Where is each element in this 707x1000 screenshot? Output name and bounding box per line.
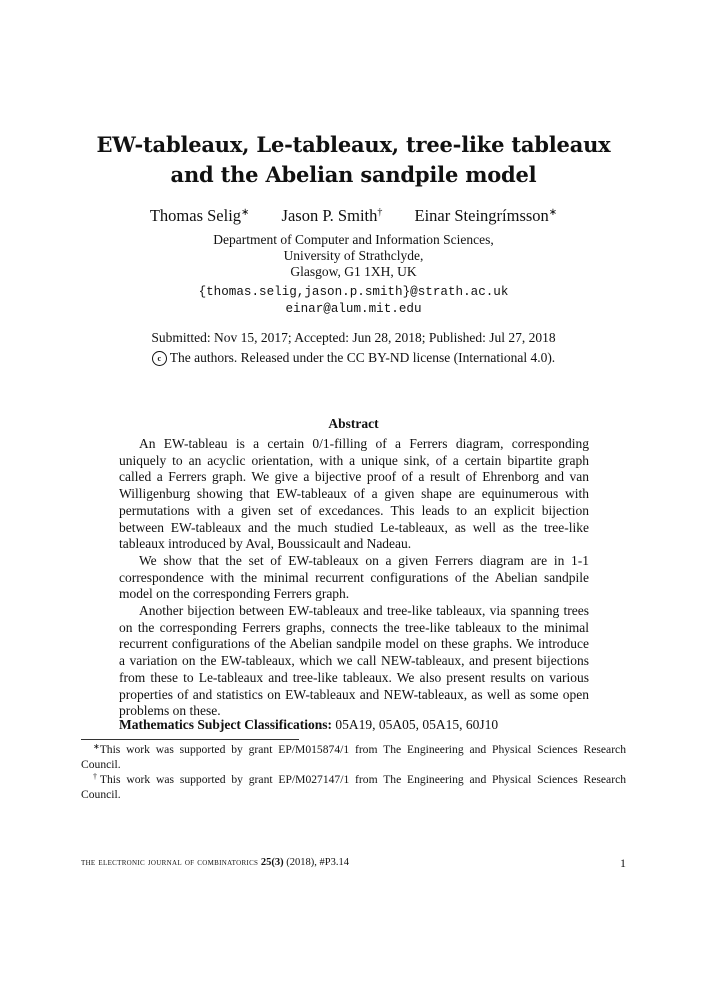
subject-classifications xyxy=(119,717,589,733)
page-number: 1 xyxy=(620,856,626,870)
affiliation-line-3: Glasgow, G1 1XH, UK xyxy=(290,264,417,279)
footnote: ∗This work was supported by grant EP/M015874/1 from The Engineering and Physical Sciences Research Council. xyxy=(81,742,626,771)
copyright-icon: c xyxy=(152,351,167,366)
author: Thomas Selig∗ xyxy=(149,206,250,225)
journal-volume: 25(3) xyxy=(260,857,284,868)
affiliation-line-1: Department of Computer and Information Sciences, xyxy=(213,232,494,247)
paper-title-line-1: EW-tableaux, Le-tableaux, tree-like tableaux xyxy=(96,132,611,157)
license-statement xyxy=(0,350,707,366)
abstract-body xyxy=(119,436,589,720)
author-list xyxy=(0,206,707,226)
footnote-rule xyxy=(81,739,299,740)
msc-codes: 05A19, 05A05, 05A15, 60J10 xyxy=(335,717,499,732)
author: Jason P. Smith† xyxy=(281,206,383,225)
abstract-paragraph: Another bijection between EW-tableaux and tree-like tableaux, via spanning trees on the corresponding Ferrers graphs, connects the tree-like tableaux to the minimal recurrent configurations of the Abelian sandpile model on these graphs. We introduce a variation on the EW-tableaux, which we call NEW-tableaux, and present bijections from these to Le-tableaux and tree-like tableaux. We also present results on various properties of and statistics on EW-tableaux and NEW-tableaux, as well as some open problems on these. xyxy=(119,603,589,719)
journal-name: the electronic journal of combinatorics xyxy=(81,857,259,868)
paper-title-line-2: and the Abelian sandpile model xyxy=(170,162,537,187)
page-footer xyxy=(81,857,626,868)
footnotes xyxy=(81,742,626,802)
abstract-heading: Abstract xyxy=(328,416,379,431)
abstract-paragraph: We show that the set of EW-tableaux on a given Ferrers diagram are in 1-1 correspondence with the minimal recurrent configurations of the Abelian sandpile model on the corresponding Ferrers graph. xyxy=(119,552,589,602)
email-line-2: einar@alum.mit.edu xyxy=(285,302,422,316)
footnote: †This work was supported by grant EP/M027147/1 from The Engineering and Physical Sciences Research Council. xyxy=(81,772,627,801)
journal-issue: (2018), #P3.14 xyxy=(286,857,349,868)
author: Einar Steingrímsson∗ xyxy=(414,206,558,225)
msc-label: Mathematics Subject Classifications: xyxy=(119,717,332,732)
publication-dates: Submitted: Nov 15, 2017; Accepted: Jun 28, 2018; Published: Jul 27, 2018 xyxy=(151,330,556,345)
affiliation-line-2: University of Strathclyde, xyxy=(283,248,424,263)
abstract-paragraph: An EW-tableau is a certain 0/1-filling of a Ferrers diagram, corresponding uniquely to an acyclic orientation, with a unique sink, of a certain bipartite graph called a Ferrers graph. We give a bijective proof of a result of Ehrenborg and van Willigenburg showing that EW-tableaux of a given shape are equinumerous with permutations with a given set of excedances. This leads to an explicit bijection between EW-tableaux and the much studied Le-tableaux, as well as the tree-like tableaux introduced by Aval, Boussicault and Nadeau. xyxy=(119,436,589,552)
email-line-1: {thomas.selig,jason.p.smith}@strath.ac.uk xyxy=(198,285,509,299)
license-text: The authors. Released under the CC BY-ND license (International 4.0). xyxy=(169,350,556,365)
